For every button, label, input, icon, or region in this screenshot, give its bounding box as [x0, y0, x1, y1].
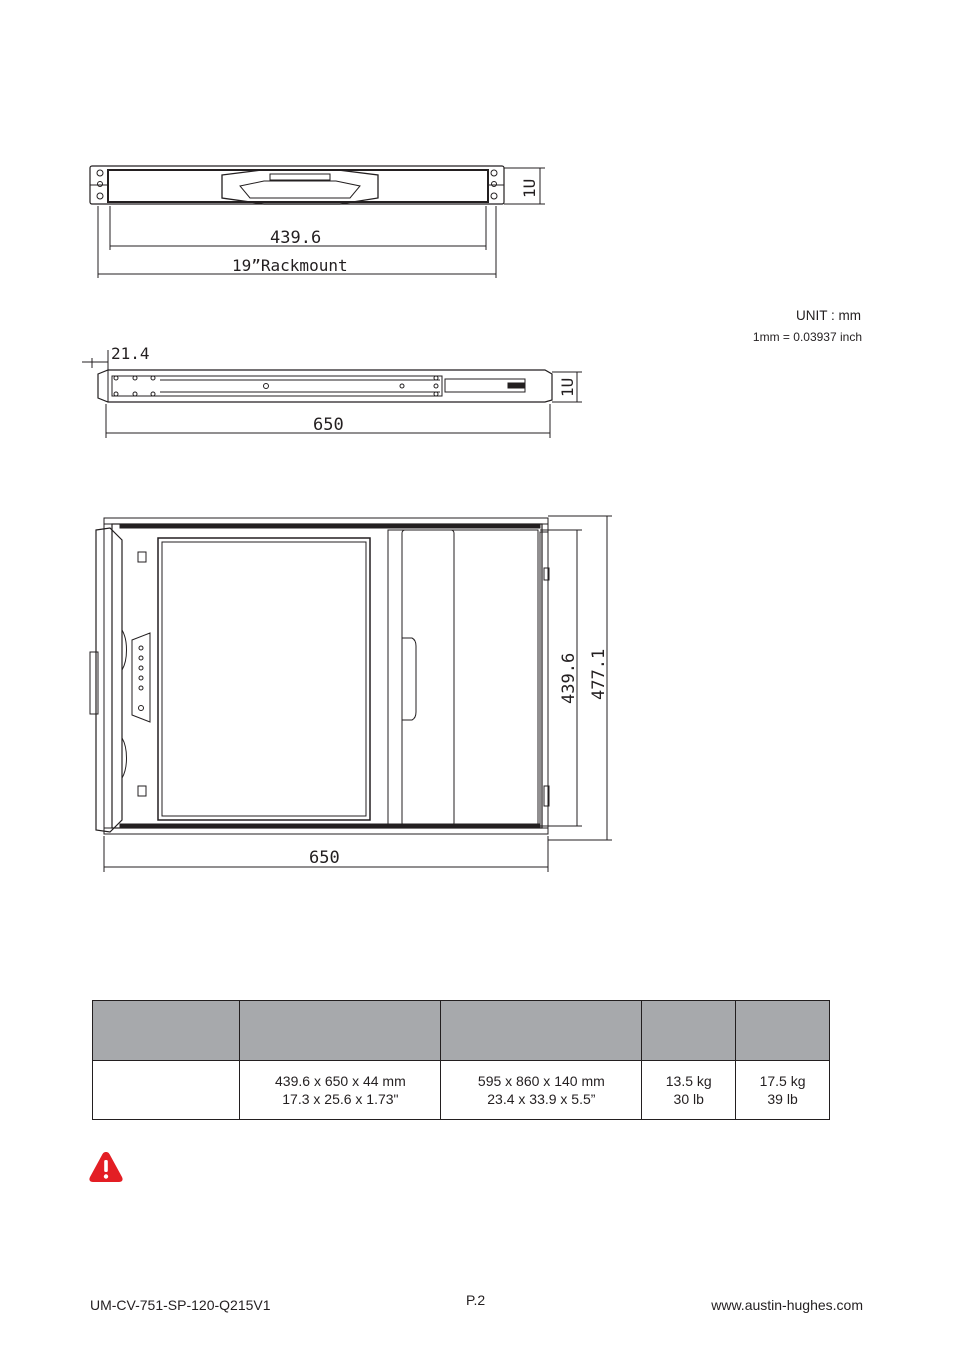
top-view-drawing [90, 516, 612, 872]
side-offset-dim: 21.4 [111, 344, 150, 363]
unit-conversion: 1mm = 0.03937 inch [752, 330, 862, 344]
gross-weight-cell [736, 1061, 830, 1120]
rackmount-dim: 19”Rackmount [232, 256, 348, 275]
table-header-cell [93, 1001, 240, 1061]
side-height-dim: 1U [558, 377, 577, 397]
front-width-dim: 439.6 [270, 228, 322, 248]
top-outer-width-dim: 477.1 [589, 648, 609, 700]
net-weight-kg: 13.5 kg [665, 1073, 712, 1089]
net-weight-lb: 30 lb [673, 1091, 704, 1107]
dimension-in: 17.3 x 25.6 x 1.73" [282, 1091, 399, 1107]
gross-weight-kg: 17.5 kg [759, 1073, 806, 1089]
doc-code: UM-CV-751-SP-120-Q215V1 [90, 1297, 271, 1313]
front-height-dim: 1U [520, 178, 539, 198]
top-depth-dim: 650 [309, 848, 340, 868]
package-mm: 595 x 860 x 140 mm [477, 1073, 605, 1089]
table-header-cell [736, 1001, 830, 1061]
table-header-cell [240, 1001, 441, 1061]
table-row [93, 1061, 830, 1120]
page-number: P.2 [466, 1292, 486, 1308]
net-weight-cell [642, 1061, 736, 1120]
unit-label: UNIT : mm [796, 308, 861, 323]
top-inner-width-dim: 439.6 [559, 652, 579, 704]
spec-table [92, 1000, 830, 1120]
dimension-mm: 439.6 x 650 x 44 mm [275, 1073, 406, 1089]
table-header-cell [642, 1001, 736, 1061]
side-depth-dim: 650 [313, 415, 344, 435]
dimension-cell [240, 1061, 441, 1120]
gross-weight-lb: 39 lb [767, 1091, 798, 1107]
website-link[interactable]: www.austin-hughes.com [711, 1297, 863, 1313]
package-cell [441, 1061, 642, 1120]
table-header-cell [441, 1001, 642, 1061]
row-label-cell [93, 1061, 240, 1120]
table-header-row [93, 1001, 830, 1061]
warning-triangle-icon [88, 1150, 124, 1184]
package-in: 23.4 x 33.9 x 5.5” [487, 1091, 596, 1107]
